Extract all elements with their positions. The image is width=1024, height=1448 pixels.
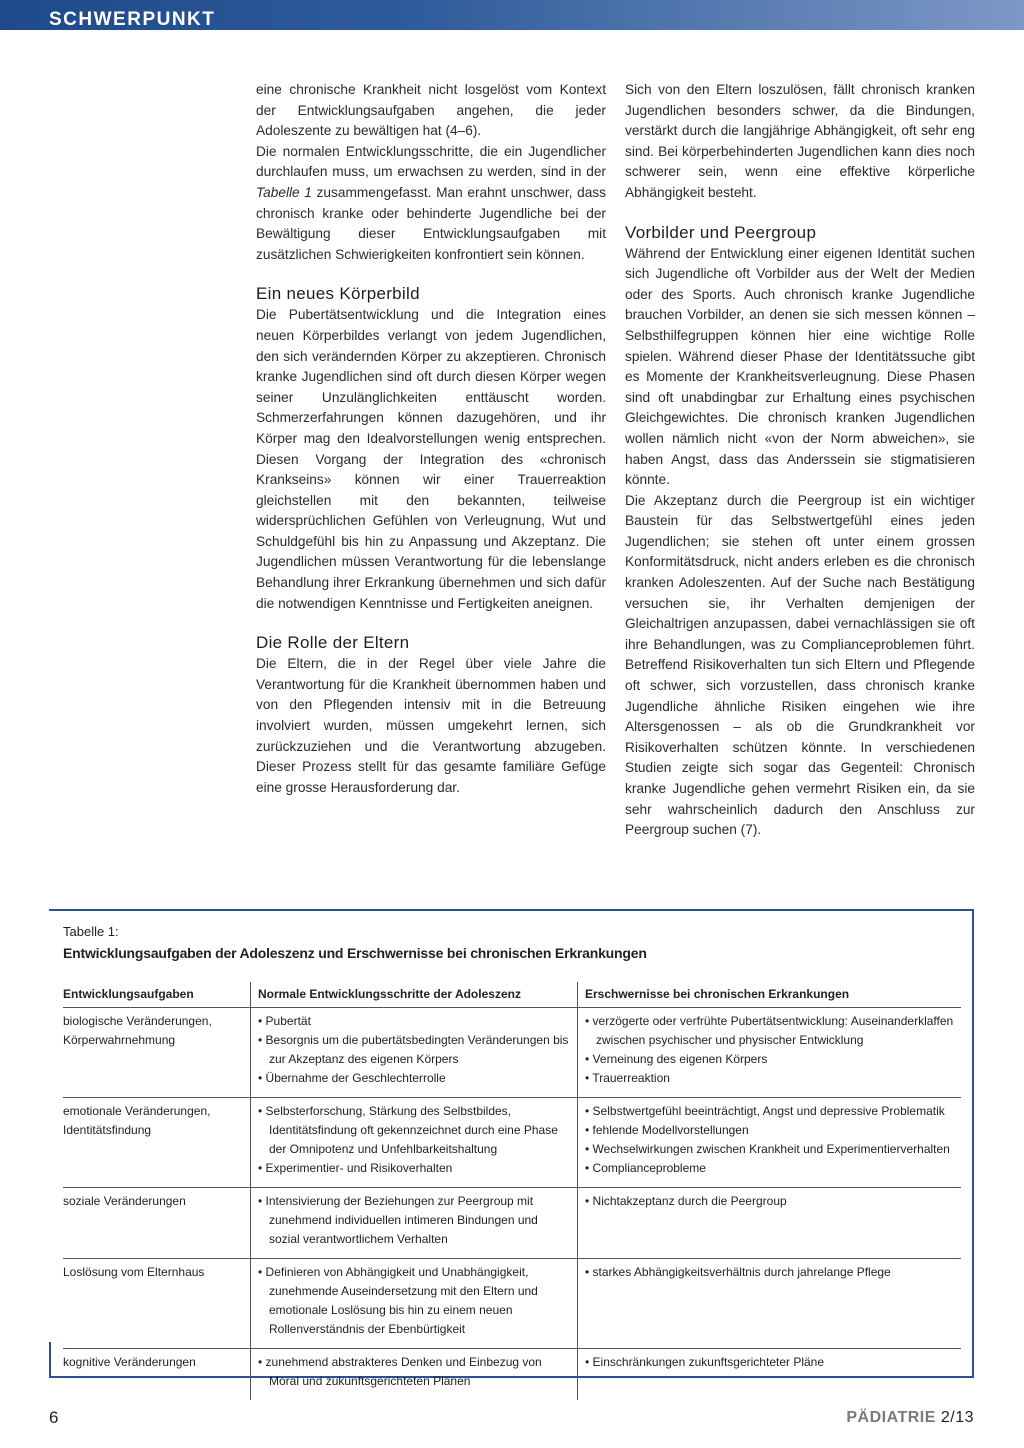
table-row [63, 1349, 961, 1400]
table-row [63, 1259, 961, 1349]
task-cell: emotionale Veränderungen, Identitätsfindung [63, 1104, 211, 1137]
column-header: Normale Entwicklungsschritte der Adoleszenz [250, 982, 577, 1007]
section-heading: Ein neues Körperbild [256, 284, 420, 304]
bullet-list [585, 1102, 961, 1178]
section-heading: Vorbilder und Peergroup [625, 222, 817, 242]
task-cell: biologische Veränderungen, Körperwahrnehmung [63, 1014, 212, 1047]
table-frame [49, 909, 974, 1388]
left-text-column [256, 80, 606, 798]
journal-issue [846, 1408, 974, 1428]
bullet-item: • Verneinung des eigenen Körpers [585, 1050, 961, 1069]
bullet-item: • Besorgnis um die pubertätsbedingten Veränderungen bis zur Akzeptanz des eigenen Körpers [258, 1031, 571, 1069]
paragraph: Die Eltern, die in der Regel über viele Jahre die Verantwortung für die Krankheit übernommen haben und von den Pflegenden intensiv mit in die Betreuung involviert wurden, müssen umgekehrt lernen, sich zurückzuziehen und die Verantwortung abzugeben. Dieser Prozess stellt für das gesamte familiäre Gefüge eine grosse Herausforderung dar. [256, 656, 606, 795]
page-number: 6 [49, 1408, 59, 1427]
normal-steps-cell [250, 1188, 577, 1258]
bullet-item: • Intensivierung der Beziehungen zur Peergroup mit zunehmend individuellen intimeren Bindungen und sozial verantwortlichem Verhalten [258, 1192, 571, 1249]
column-header: Entwicklungsaufgaben [63, 987, 194, 1001]
text-run: Die normalen Entwicklungsschritte, die ein Jugendlicher durchlaufen muss, um erwachsen zu werden, sind in der [256, 143, 606, 180]
paragraph: eine chronische Krankheit nicht losgelöst vom Kontext der Entwicklungsaufgaben angehen, die jeder Adoleszente zu bewältigen hat (4–6). [256, 82, 606, 139]
normal-steps-cell [250, 1259, 577, 1348]
bullet-list [585, 1263, 961, 1282]
bullet-item: • starkes Abhängigkeitsverhältnis durch jahrelange Pflege [585, 1263, 961, 1282]
bullet-item: • Selbstwertgefühl beeinträchtigt, Angst und depressive Problematik [585, 1102, 961, 1121]
paragraph: Die Akzeptanz durch die Peergroup ist ein wichtiger Baustein für das Selbstwertgefühl eines jeden Jugendlichen; sie stehen oft unter einem grossen Konformitätsdruck, nicht anders erleben es die chronisch kranken Adoleszenten. Auf der Suche nach Bestätigung versuchen sie, ihr Verhalten demjenigen der Gleichaltrigen anzupassen, dabei vernachlässigen sie oft ihre Behandlungen, was zu Complianceproblemen führt. Betreffend Risikoverhalten tun sich Eltern und Pflegende oft schwer, sich vorzustellen, dass chronisch kranke Jugendliche ähnliche Risiken eingehen wie ihre Altersgenossen – als ob die Grundkrankheit vor Risikoverhalten schützen könnte. In verschiedenen Studien zeigte sich sogar das Gegenteil: Chronisch kranke Jugendliche gehen vermehrt Risiken ein, da sie sehr wahrscheinlich dadurch den Anschluss zur Peergroup suchen (7). [625, 492, 975, 838]
table-reference: Tabelle 1 [256, 184, 312, 200]
section-header-bar [0, 0, 1024, 30]
table-row [63, 1098, 961, 1188]
task-cell: soziale Veränderungen [63, 1194, 186, 1208]
difficulties-cell [577, 1259, 961, 1348]
difficulties-cell [577, 1188, 961, 1258]
table-row [63, 1008, 961, 1098]
bullet-item: • Selbsterforschung, Stärkung des Selbstbildes, Identitätsfindung oft gekennzeichnet durch eine Phase der Omnipotenz und Unfehlbarkeitshaltung [258, 1102, 571, 1159]
section-heading: Die Rolle der Eltern [256, 633, 410, 653]
bullet-list [258, 1263, 571, 1339]
paragraph: Während der Entwicklung einer eigenen Identität suchen sich Jugendliche oft Vorbilder aus der Welt der Medien oder des Sports. Auch chronisch kranke Jugendliche brauchen Vorbilder, an denen sie sich messen können – Selbsthilfegruppen können hier eine wichtige Rolle spielen. Während dieser Phase der Identitätssuche gibt es Momente der Krankheitsverleugnung. Diese Phasen sind oft unabdingbar zur Erhaltung eines psychischen Gleichgewichtes. Die chronisch kranken Jugendlichen wollen nämlich nicht «von der Norm abweichen», sie haben Angst, dass das Anderssein sie stigmatisieren könnte. [625, 245, 975, 488]
bullet-list [258, 1353, 571, 1391]
bullet-list [585, 1353, 961, 1372]
bullet-item: • fehlende Modellvorstellungen [585, 1121, 961, 1140]
bullet-item: • Trauerreaktion [585, 1069, 961, 1088]
development-table [63, 982, 961, 1400]
difficulties-cell [577, 1008, 961, 1097]
bullet-item: • Nichtakzeptanz durch die Peergroup [585, 1192, 961, 1211]
bullet-item: • Wechselwirkungen zwischen Krankheit und Experimentierverhalten [585, 1140, 961, 1159]
bullet-item: • Experimentier- und Risikoverhalten [258, 1159, 571, 1178]
bullet-list [258, 1192, 571, 1249]
table-caption: Tabelle 1: [63, 924, 119, 939]
normal-steps-cell [250, 1349, 577, 1400]
normal-steps-cell [250, 1098, 577, 1187]
bullet-item: • Übernahme der Geschlechterrolle [258, 1069, 571, 1088]
column-header: Erschwernisse bei chronischen Erkrankungen [577, 982, 961, 1007]
section-label: SCHWERPUNKT [49, 9, 216, 30]
bullet-item: • Einschränkungen zukunftsgerichteter Pläne [585, 1353, 961, 1372]
issue-number: 2/13 [940, 1409, 974, 1426]
journal-name: PÄDIATRIE [846, 1409, 936, 1426]
table-row [63, 1188, 961, 1259]
bullet-item: • verzögerte oder verfrühte Pubertätsentwicklung: Auseinanderklaffen zwischen psychischer und physischer Entwicklung [585, 1012, 961, 1050]
task-cell: Loslösung vom Elternhaus [63, 1265, 205, 1279]
paragraph: Die Pubertätsentwicklung und die Integration eines neuen Körperbildes verlangt von jedem Jugendlichen, den sich verändernden Körper zu akzeptieren. Chronisch kranke Jugendlichen sind oft durch diesen Körper wegen seiner Unzulänglichkeiten enttäuscht worden. Schmerzerfahrungen können dazugehören, und ihr Körper mag den Idealvorstellungen wenig entsprechen. Diesen Vorgang der Integration des «chronisch Krankseins» können wir einer Trauerreaktion gleichstellen mit den bekannten, teilweise widersprüchlichen Gefühlen von Verleugnung, Wut und Schuldgefühl bis hin zu Anpassung und Akzeptanz. Die Jugendlichen müssen Verantwortung für die lebenslange Behandlung ihrer Erkrankung übernehmen und sich dafür die notwendigen Kenntnisse und Fertigkeiten aneignen. [256, 307, 606, 611]
text-run: zusammengefasst. Man erahnt unschwer, dass chronisch kranke oder behinderte Jugendliche bei der Bewältigung dieser Entwicklungsaufgaben mit zusätzlichen Schwierigkeiten konfrontiert sein können. [256, 184, 606, 262]
paragraph: Sich von den Eltern loszulösen, fällt chronisch kranken Jugendlichen besonders schwer, da die Bindungen, verstärkt durch die langjährige Abhängigkeit, oft sehr eng sind. Bei körperbehinderten Jugendlichen kann dies noch schwerer sein, wenn eine effektive körperliche Abhängigkeit besteht. [625, 82, 975, 200]
bullet-item: • zunehmend abstrakteres Denken und Einbezug von Moral und zukunftsgerichteten Plänen [258, 1353, 571, 1391]
normal-steps-cell [250, 1008, 577, 1097]
difficulties-cell [577, 1098, 961, 1187]
bullet-list [585, 1192, 961, 1211]
bullet-item: • Pubertät [258, 1012, 571, 1031]
bullet-list [585, 1012, 961, 1088]
paragraph [256, 142, 606, 266]
bullet-list [258, 1102, 571, 1178]
bullet-item: • Definieren von Abhängigkeit und Unabhängigkeit, zunehmende Auseindersetzung mit den Eltern und emotionale Loslösung bis hin zu einem neuen Rollenverständnis der Ebenbürtigkeit [258, 1263, 571, 1339]
task-cell: kognitive Veränderungen [63, 1355, 196, 1369]
table-title: Entwicklungsaufgaben der Adoleszenz und Erschwernisse bei chronischen Erkrankungen [63, 945, 647, 961]
right-text-column [625, 80, 975, 841]
bullet-item: • Complianceprobleme [585, 1159, 961, 1178]
difficulties-cell [577, 1349, 961, 1400]
bullet-list [258, 1012, 571, 1088]
table-header-row [63, 982, 961, 1008]
